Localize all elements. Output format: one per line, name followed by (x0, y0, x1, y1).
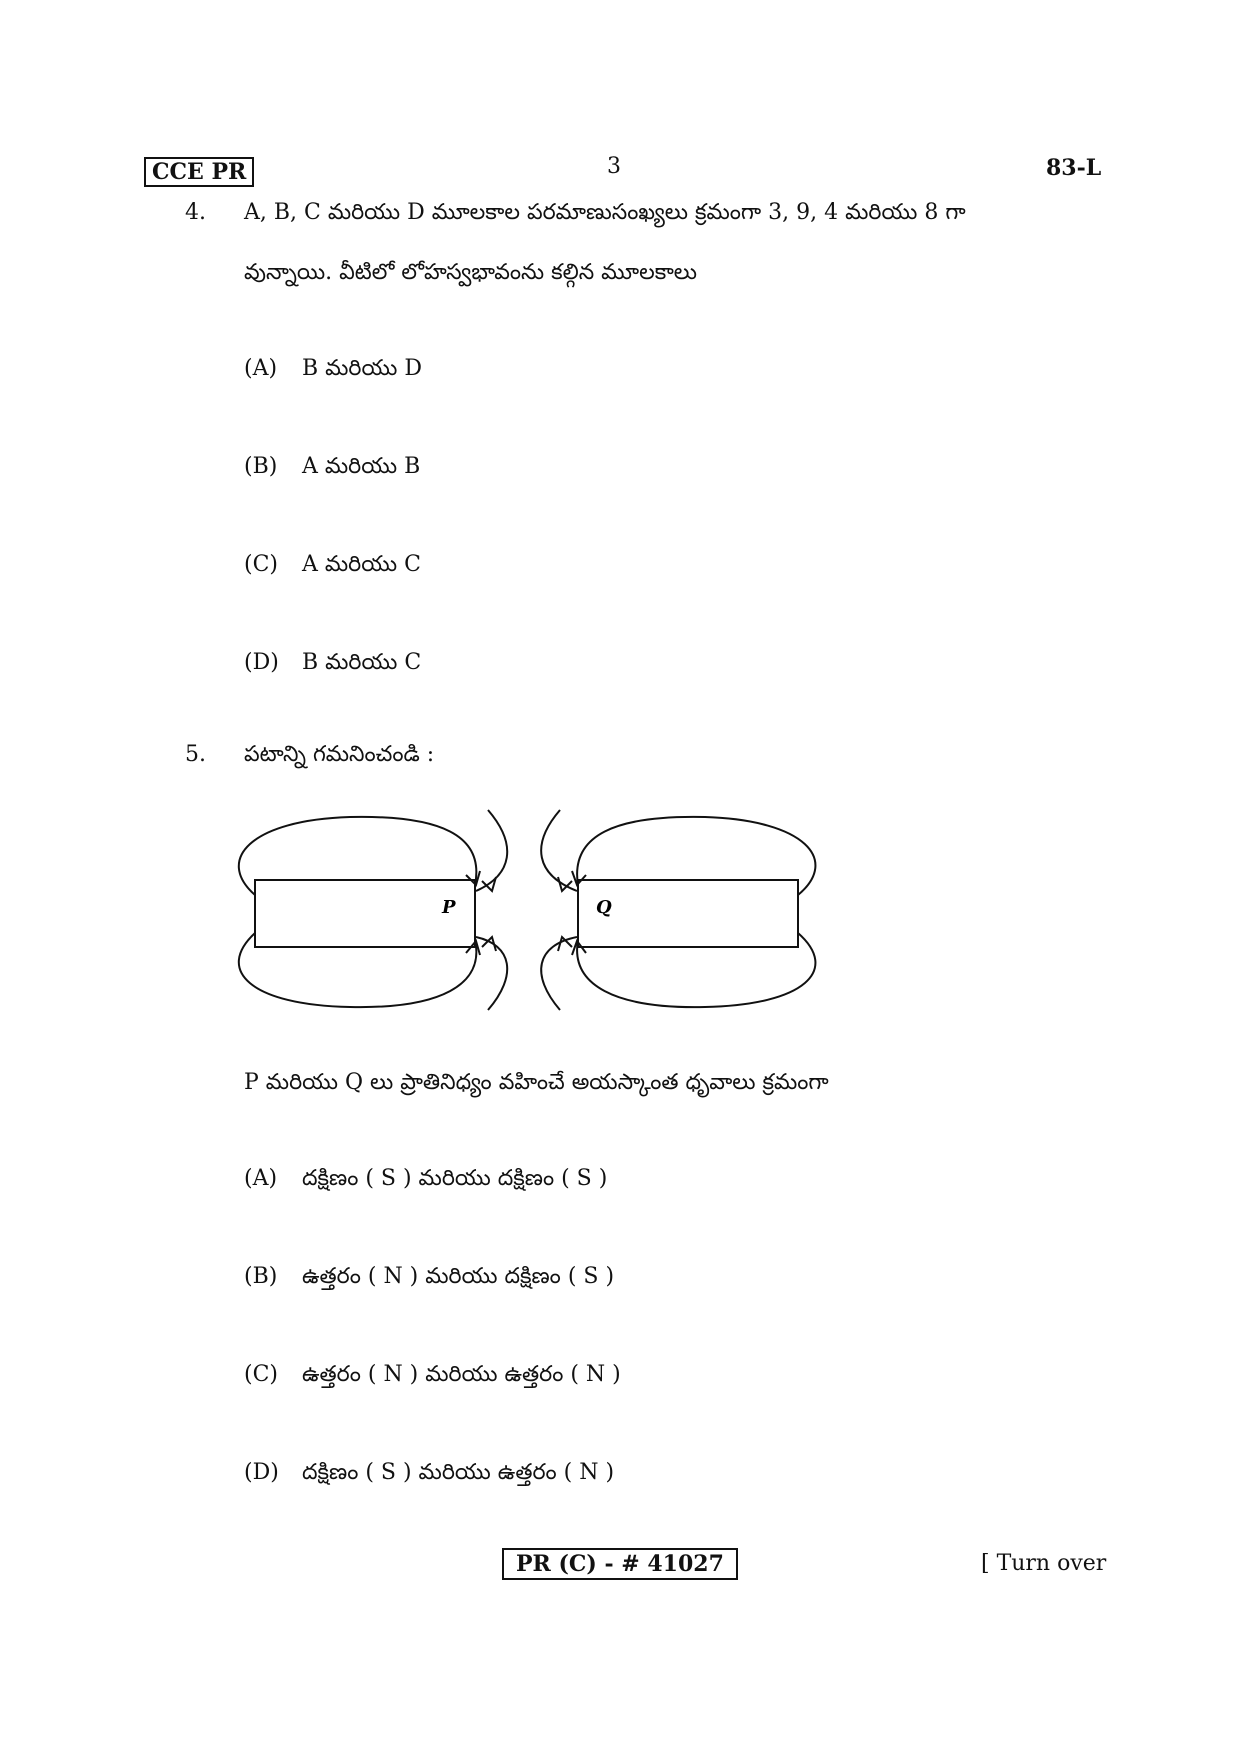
question-5-text: P మరియు Q లు ప్రాతినిధ్యం వహించే అయస్కాంత ధృవాలు క్రమంగా (244, 1070, 829, 1095)
q4-option-c[interactable] (244, 552, 421, 582)
field-line (577, 933, 815, 1007)
magnetic-field-diagram (230, 805, 830, 1015)
option-text: ఉత్తరం ( N ) మరియు దక్షిణం ( S ) (302, 1264, 615, 1289)
field-line (239, 933, 477, 1007)
paper-code: 83-L (1046, 155, 1102, 181)
page-number: 3 (607, 154, 621, 179)
option-label: (B) (244, 1264, 278, 1289)
field-line (476, 937, 507, 1010)
option-label: (D) (244, 650, 279, 675)
pole-label-q: Q (596, 897, 612, 918)
turn-over-label: [ Turn over (981, 1551, 1107, 1576)
question-4-number: 4. (185, 200, 206, 225)
arrowhead (466, 871, 480, 885)
option-label: (B) (244, 454, 278, 479)
option-label: (C) (244, 552, 278, 577)
arrowhead (572, 871, 586, 885)
q5-option-a[interactable] (244, 1166, 607, 1196)
q5-option-c[interactable] (244, 1362, 621, 1392)
footer-code-box: PR (C) - # 41027 (502, 1548, 738, 1580)
question-4-line1: A, B, C మరియు D మూలకాల పరమాణుసంఖ్యలు క్రమంగా 3, 9, 4 మరియు 8 గా (244, 200, 966, 225)
pole-label-p: P (442, 897, 456, 918)
field-line (476, 810, 507, 891)
option-text: ఉత్తరం ( N ) మరియు ఉత్తరం ( N ) (302, 1362, 621, 1387)
option-label: (C) (244, 1362, 278, 1387)
option-label: (A) (244, 356, 278, 381)
field-line (239, 817, 477, 895)
option-label: (D) (244, 1460, 279, 1485)
question-5-number: 5. (185, 742, 206, 767)
option-text: A మరియు B (302, 454, 421, 479)
option-text: A మరియు C (302, 552, 421, 577)
question-4-line2: వున్నాయి. వీటిలో లోహస్వభావంను కల్గిన మూలకాలు (244, 260, 698, 285)
q5-option-b[interactable] (244, 1264, 614, 1294)
option-text: B మరియు D (302, 356, 423, 381)
option-label: (A) (244, 1166, 278, 1191)
q4-option-d[interactable] (244, 650, 421, 680)
exam-series-label: CCE PR (144, 157, 254, 187)
option-text: B మరియు C (302, 650, 422, 675)
option-text: దక్షిణం ( S ) మరియు ఉత్తరం ( N ) (302, 1460, 615, 1485)
q4-option-b[interactable] (244, 454, 420, 484)
field-line (577, 817, 815, 895)
q5-option-d[interactable] (244, 1460, 614, 1490)
option-text: దక్షిణం ( S ) మరియు దక్షిణం ( S ) (302, 1166, 608, 1191)
question-5-prompt: పటాన్ని గమనించండి : (244, 742, 435, 767)
q4-option-a[interactable] (244, 356, 422, 386)
